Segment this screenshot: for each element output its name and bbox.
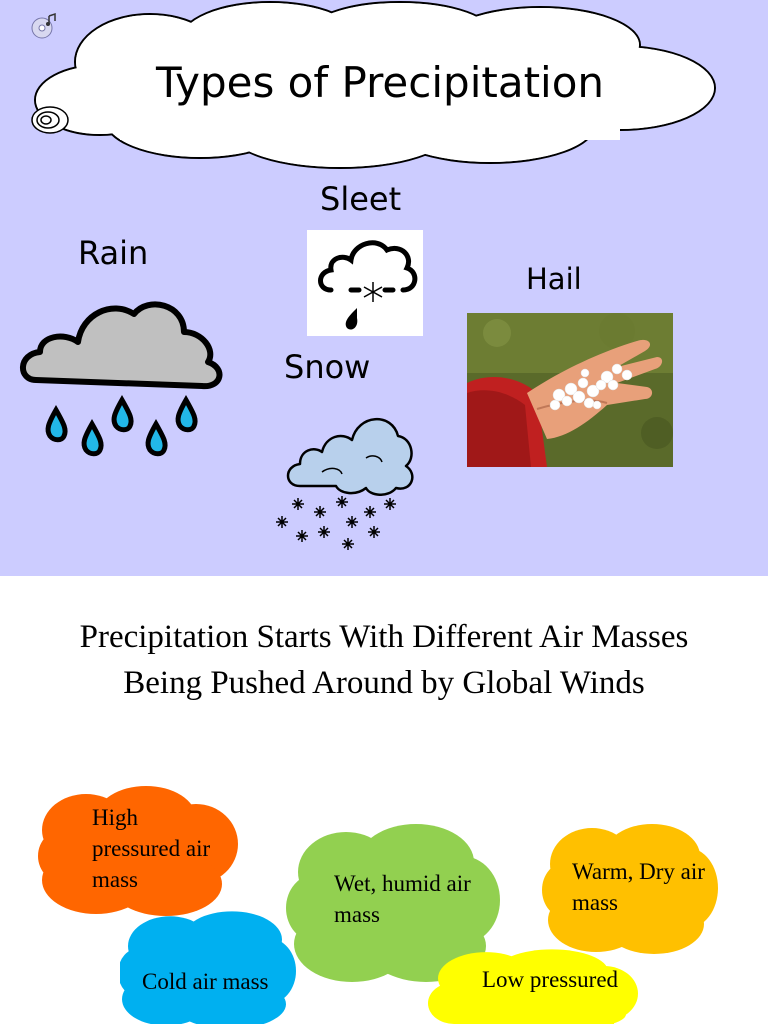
- sleet-cloud-icon: [307, 230, 423, 336]
- air-mass-text: Cold air mass: [142, 969, 269, 994]
- air-mass-text: Wet, humid air mass: [334, 871, 471, 927]
- label-rain: Rain: [78, 234, 149, 272]
- rain-cloud-icon: [16, 292, 226, 472]
- air-mass-low-pressured: [426, 948, 638, 1024]
- snow-cloud-icon: [270, 408, 420, 560]
- air-mass-warm-dry: [542, 820, 718, 954]
- label-snow: Snow: [284, 348, 371, 386]
- air-mass-text: Warm, Dry air mass: [572, 859, 705, 915]
- air-mass-text: Low pressured: [482, 967, 619, 992]
- air-mass-high-pressured: [36, 784, 240, 918]
- slide-air-masses: [0, 576, 768, 1024]
- label-sleet: Sleet: [320, 180, 402, 218]
- slide-title: Types of Precipitation: [155, 58, 605, 107]
- spiral-icon: [32, 107, 68, 133]
- hail-photo: [467, 313, 673, 467]
- slide-heading: Precipitation Starts With Different Air Masses Being Pushed Around by Global Winds: [79, 619, 689, 701]
- cd-audio-icon[interactable]: [30, 12, 58, 40]
- air-mass-cold: [120, 908, 296, 1024]
- label-hail: Hail: [526, 262, 582, 296]
- air-mass-text: High pressured air mass: [92, 805, 211, 892]
